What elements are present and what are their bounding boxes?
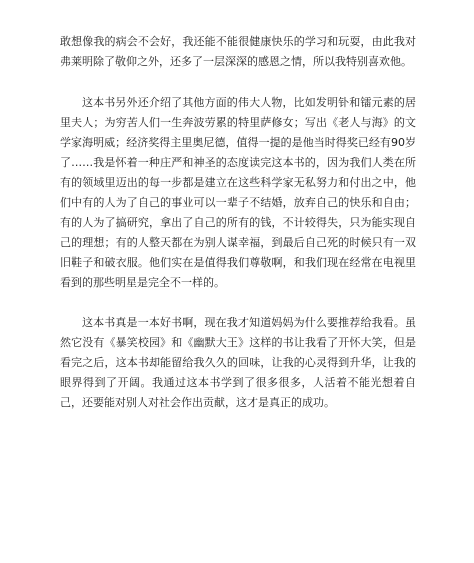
document-page	[60, 32, 416, 413]
paragraph-1: 敢想像我的病会不会好，我还能不能很健康快乐的学习和玩耍，由此我对弗莱明除了敬仰之外，还多了一层深深的感恩之情，所以我特别喜欢他。	[60, 35, 416, 68]
paragraph-spacer	[60, 293, 416, 313]
paragraph-spacer	[60, 72, 416, 93]
paragraph-3: 这本书真是一本好书啊，现在我才知道妈妈为什么要推荐给我看。虽然它没有《暴笑校园》和《幽默大王》这样的书让我看了开怀大笑，但是看完之后，这本书却能留给我久久的回味，让我的心灵得到升华，让我的眼界得到了开阔。我通过这本书学到了很多很多，人活着不能光想着自己，还要能对别人对社会作出贡献，这才是真正的成功。	[60, 316, 416, 409]
paragraph-2: 这本书另外还介绍了其他方面的伟大人物，比如发明钋和镭元素的居里夫人；为穷苦人们一生奔波劳累的特里萨修女；写出《老人与海》的文学家海明威；经济奖得主里奥尼德，值得一提的是他当时得奖已经有90岁了……我是怀着一种庄严和神圣的态度读完这本书的，因为我们人类在所有的领域里迈出的每一步都是建立在这些科学家无私努力和付出之中，他们中有的人为了自己的事业可以一辈子不结婚，放弃自己的快乐和自由；有的人为了搞研究，拿出了自己的所有的钱，不计较得失，只为能实现自己的理想；有的人整天都在为别人谋幸福，到最后自己死的时候只有一双旧鞋子和破衣服。他们实在是值得我们尊敬啊，和我们现在经常在电视里看到的那些明星是完全不一样的。	[60, 96, 416, 289]
